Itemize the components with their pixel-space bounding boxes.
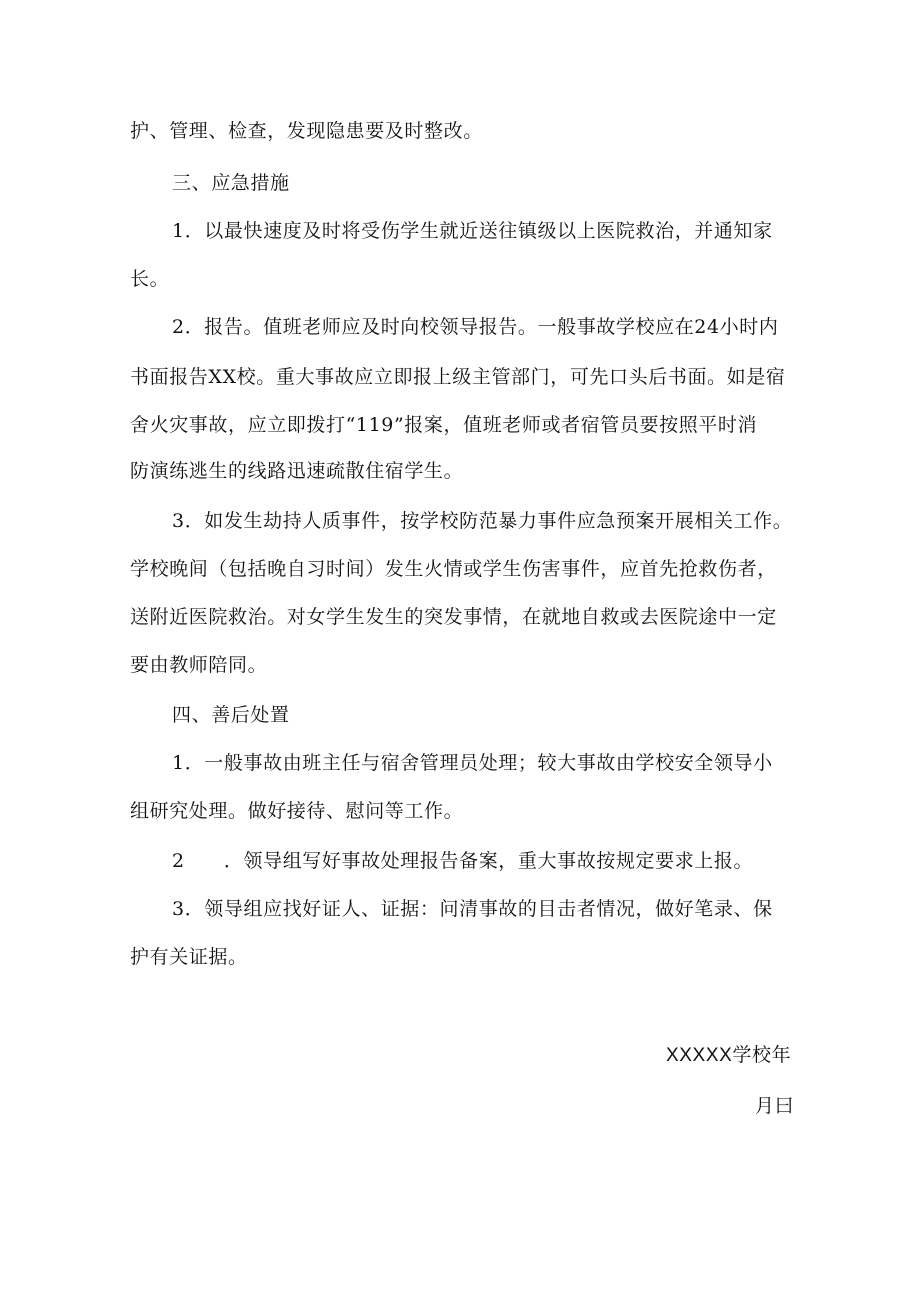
signature-school-code: XXXXX (666, 1045, 733, 1066)
paragraph-line: 3．领导组应找好证人、证据：问清事故的目击者情况，做好笔录、保 (172, 898, 773, 920)
paragraph-line: 护有关证据。 (130, 946, 248, 968)
paragraph-line: 长。 (130, 268, 170, 290)
signature-date: 月曰 (755, 1095, 795, 1117)
paragraph-line: 书面报告XX校。重大事故应立即报上级主管部门，可先口头后书面。如是宿 (130, 366, 786, 388)
section-heading-aftermath: 四、善后处置 (172, 704, 290, 726)
signature-school-suffix: 学校年 (732, 1044, 792, 1066)
paragraph-line: 3．如发生劫持人质事件，按学校防范暴力事件应急预案开展相关工作。 (172, 510, 793, 532)
signature-school (666, 1042, 791, 1069)
paragraph-line: 舍火灾事故，应立即拨打“119”报案，值班老师或者宿管员要按照平时消 (130, 414, 758, 436)
paragraph-line: 组研究处理。做好接待、慰问等工作。 (130, 800, 464, 822)
paragraph-line: 2．报告。值班老师应及时向校领导报告。一般事故学校应在24小时内 (172, 316, 779, 338)
paragraph-line: 防演练逃生的线路迅速疏散住宿学生。 (130, 460, 464, 482)
paragraph-line: 2 ．领导组写好事故处理报告备案，重大事故按规定要求上报。 (172, 850, 754, 872)
paragraph-line: 护、管理、检查，发现隐患要及时整改。 (130, 120, 483, 142)
paragraph-line: 1．一般事故由班主任与宿舍管理员处理；较大事故由学校安全领导小 (172, 752, 773, 774)
paragraph-line: 要由教师陪同。 (130, 654, 268, 676)
paragraph-line: 1．以最快速度及时将受伤学生就近送往镇级以上医院救治，并通知家 (172, 220, 773, 242)
paragraph-line: 送附近医院救治。对女学生发生的突发事情，在就地自救或去医院途中一定 (130, 606, 777, 628)
paragraph-line: 学校晚间（包括晚自习时间）发生火情或学生伤害事件，应首先抢救伤者， (130, 558, 777, 580)
section-heading-emergency-measures: 三、应急措施 (172, 172, 290, 194)
